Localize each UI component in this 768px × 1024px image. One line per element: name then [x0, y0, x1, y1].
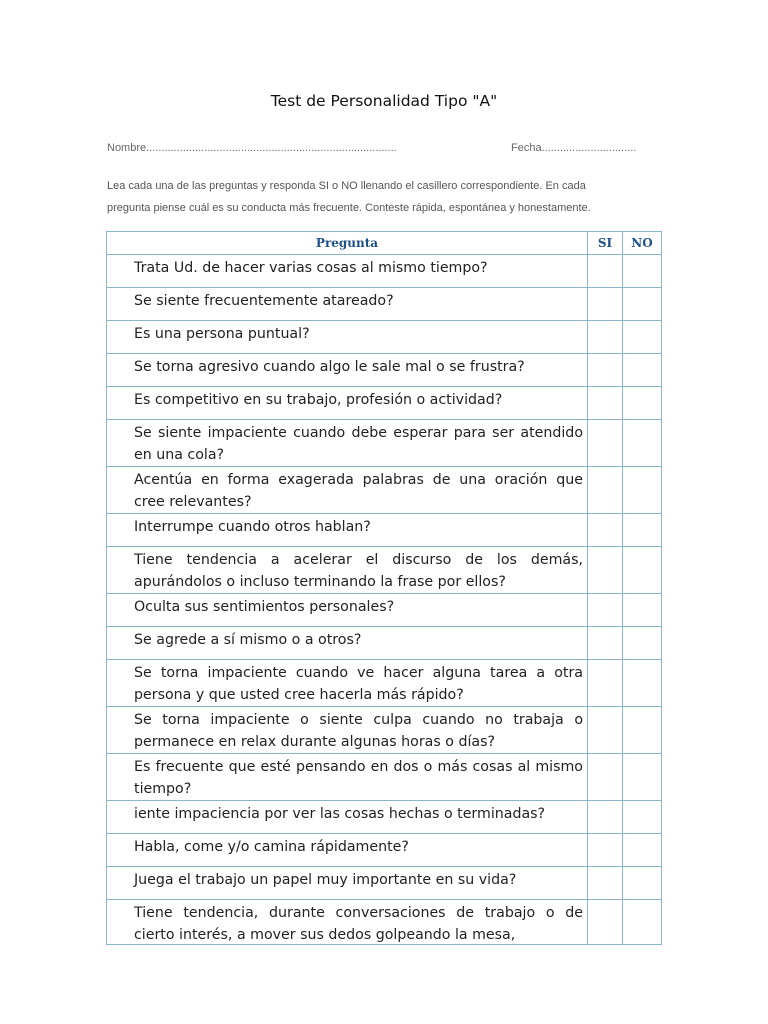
- no-checkbox[interactable]: [623, 867, 662, 900]
- table-row: [107, 900, 662, 945]
- si-checkbox[interactable]: [588, 707, 623, 754]
- instructions: [107, 175, 667, 219]
- si-checkbox[interactable]: [588, 255, 623, 288]
- question-cell: [107, 354, 588, 387]
- table-header-row: [107, 232, 662, 255]
- question-text: Acentúa en forma exagerada palabras de una oración que cree relevantes?: [134, 472, 583, 510]
- question-text: Es competitivo en su trabajo, profesión o actividad?: [134, 392, 503, 408]
- no-checkbox[interactable]: [623, 594, 662, 627]
- table-row: [107, 514, 662, 547]
- question-cell: [107, 801, 588, 834]
- question-cell: [107, 627, 588, 660]
- si-checkbox[interactable]: [588, 754, 623, 801]
- table-row: [107, 867, 662, 900]
- table-row: [107, 255, 662, 288]
- question-text: Habla, come y/o camina rápidamente?: [134, 839, 409, 855]
- no-checkbox[interactable]: [623, 387, 662, 420]
- no-checkbox[interactable]: [623, 707, 662, 754]
- question-cell: [107, 867, 588, 900]
- table-row: [107, 387, 662, 420]
- question-cell: [107, 387, 588, 420]
- si-checkbox[interactable]: [588, 834, 623, 867]
- table-row: [107, 354, 662, 387]
- table-row: [107, 420, 662, 467]
- question-cell: [107, 420, 588, 467]
- no-checkbox[interactable]: [623, 754, 662, 801]
- no-checkbox[interactable]: [623, 321, 662, 354]
- question-cell: [107, 467, 588, 514]
- si-checkbox[interactable]: [588, 801, 623, 834]
- no-checkbox[interactable]: [623, 660, 662, 707]
- question-cell: [107, 288, 588, 321]
- question-cell: [107, 660, 588, 707]
- table-row: [107, 801, 662, 834]
- question-text: Se torna impaciente o siente culpa cuando no trabaja o permanece en relax durante algunas horas o días?: [134, 712, 583, 750]
- question-text: Se agrede a sí mismo o a otros?: [134, 632, 362, 648]
- nombre-field[interactable]: Nombre..................................................................................: [107, 142, 397, 154]
- table-row: [107, 754, 662, 801]
- no-checkbox[interactable]: [623, 354, 662, 387]
- header-si: SI: [588, 232, 623, 255]
- table-row: [107, 834, 662, 867]
- si-checkbox[interactable]: [588, 420, 623, 467]
- questionnaire-table: [106, 231, 662, 945]
- si-checkbox[interactable]: [588, 354, 623, 387]
- si-checkbox[interactable]: [588, 514, 623, 547]
- instructions-line: pregunta piense cuál es su conducta más frecuente. Conteste rápida, espontánea y honestamente.: [107, 202, 591, 214]
- question-cell: [107, 321, 588, 354]
- no-checkbox[interactable]: [623, 255, 662, 288]
- question-text: Se siente frecuentemente atareado?: [134, 293, 394, 309]
- question-text: Oculta sus sentimientos personales?: [134, 599, 395, 615]
- table-row: [107, 321, 662, 354]
- instructions-line: Lea cada una de las preguntas y responda SI o NO llenando el casillero correspondiente. En cada: [107, 180, 586, 192]
- question-text: Es frecuente que esté pensando en dos o más cosas al mismo tiempo?: [134, 759, 583, 797]
- table-row: [107, 594, 662, 627]
- si-checkbox[interactable]: [588, 387, 623, 420]
- fecha-field[interactable]: Fecha...............................: [511, 142, 637, 154]
- question-cell: [107, 547, 588, 594]
- no-checkbox[interactable]: [623, 467, 662, 514]
- si-checkbox[interactable]: [588, 867, 623, 900]
- question-text: Es una persona puntual?: [134, 326, 310, 342]
- si-checkbox[interactable]: [588, 547, 623, 594]
- question-text: Tiene tendencia, durante conversaciones de trabajo o de cierto interés, a mover sus dedos golpeando la mesa,: [134, 905, 583, 943]
- question-text: Se torna agresivo cuando algo le sale mal o se frustra?: [134, 359, 525, 375]
- no-checkbox[interactable]: [623, 900, 662, 945]
- no-checkbox[interactable]: [623, 288, 662, 321]
- question-cell: [107, 834, 588, 867]
- question-text: Juega el trabajo un papel muy importante en su vida?: [134, 872, 517, 888]
- page-title: Test de Personalidad Tipo "A": [270, 92, 498, 110]
- no-checkbox[interactable]: [623, 801, 662, 834]
- question-text: iente impaciencia por ver las cosas hechas o terminadas?: [134, 806, 546, 822]
- table-row: [107, 707, 662, 754]
- header-no: NO: [623, 232, 662, 255]
- question-text: Trata Ud. de hacer varias cosas al mismo tiempo?: [134, 260, 488, 276]
- si-checkbox[interactable]: [588, 288, 623, 321]
- question-text: Se torna impaciente cuando ve hacer alguna tarea a otra persona y que usted cree hacerla más rápido?: [134, 665, 583, 703]
- header-question: Pregunta: [107, 232, 588, 255]
- question-text: Interrumpe cuando otros hablan?: [134, 519, 371, 535]
- si-checkbox[interactable]: [588, 594, 623, 627]
- si-checkbox[interactable]: [588, 660, 623, 707]
- no-checkbox[interactable]: [623, 834, 662, 867]
- no-checkbox[interactable]: [623, 547, 662, 594]
- question-text: Tiene tendencia a acelerar el discurso de los demás, apurándolos o incluso terminando la frase por ellos?: [134, 552, 583, 590]
- table-row: [107, 288, 662, 321]
- question-text: Se siente impaciente cuando debe esperar para ser atendido en una cola?: [134, 425, 583, 463]
- table-row: [107, 467, 662, 514]
- table-row: [107, 627, 662, 660]
- no-checkbox[interactable]: [623, 514, 662, 547]
- no-checkbox[interactable]: [623, 420, 662, 467]
- question-cell: [107, 594, 588, 627]
- question-cell: [107, 514, 588, 547]
- table-row: [107, 547, 662, 594]
- no-checkbox[interactable]: [623, 627, 662, 660]
- si-checkbox[interactable]: [588, 321, 623, 354]
- question-cell: [107, 900, 588, 945]
- si-checkbox[interactable]: [588, 900, 623, 945]
- si-checkbox[interactable]: [588, 627, 623, 660]
- si-checkbox[interactable]: [588, 467, 623, 514]
- question-cell: [107, 255, 588, 288]
- question-cell: [107, 754, 588, 801]
- question-cell: [107, 707, 588, 754]
- table-row: [107, 660, 662, 707]
